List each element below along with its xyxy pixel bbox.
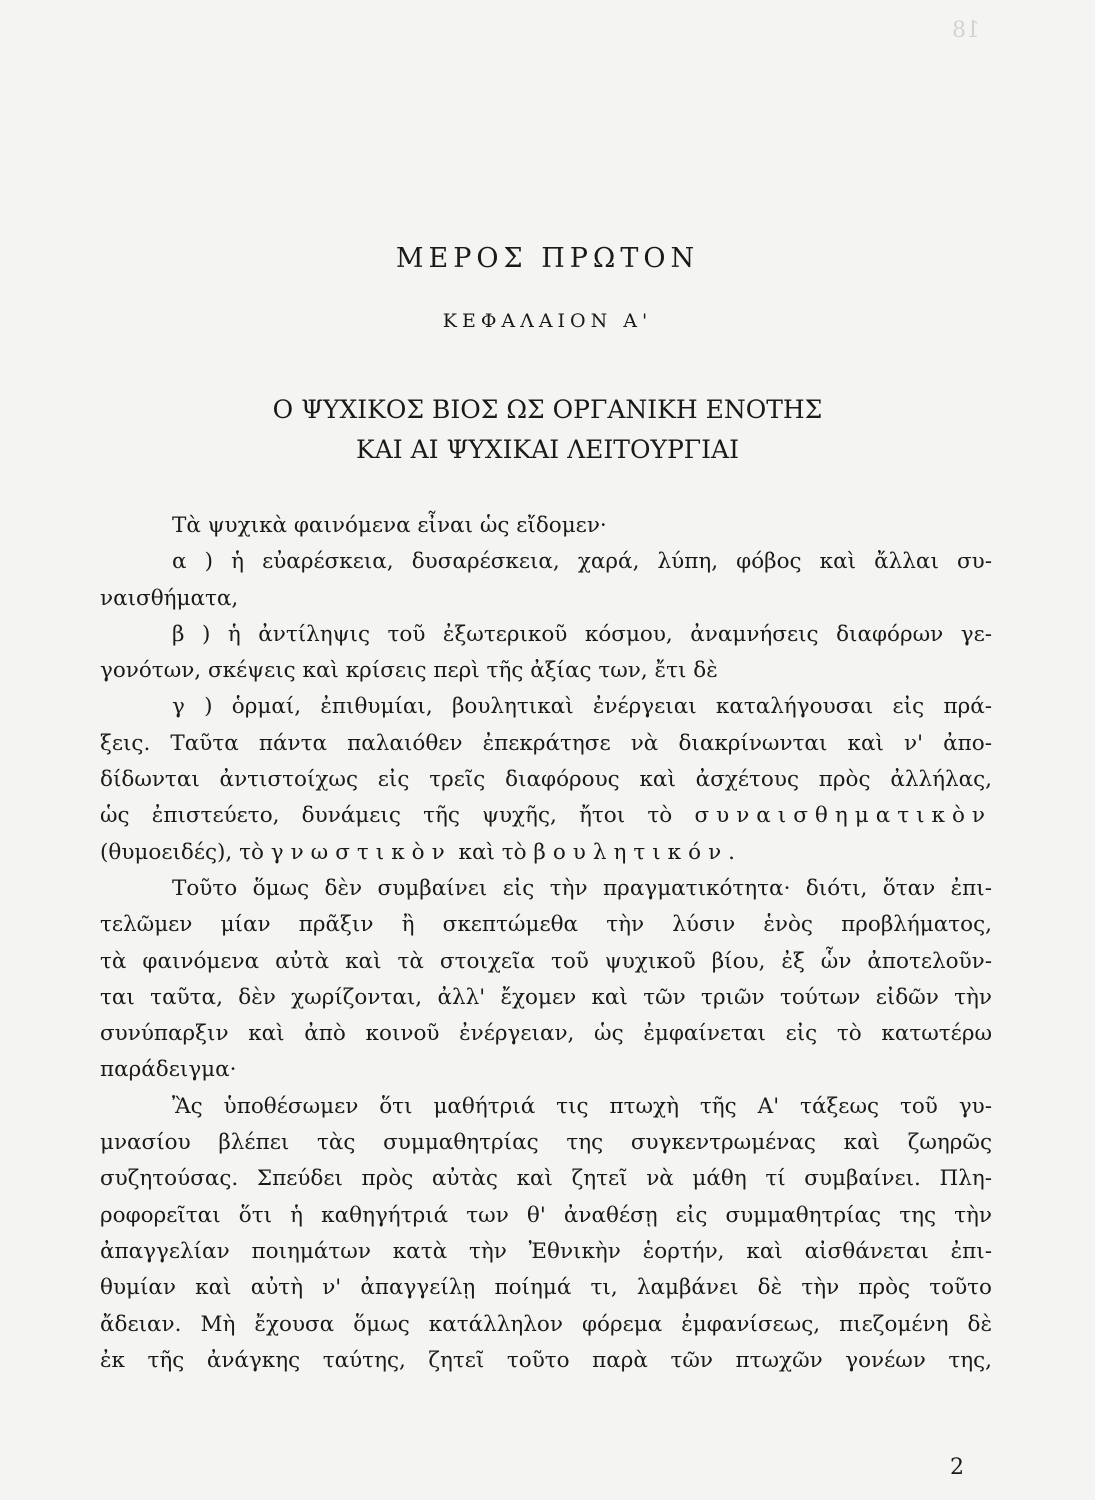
spaced-term: γνωστικὸν — [270, 839, 452, 865]
text-line: τελῶμεν μίαν πρᾶξιν ἢ σκεπτώμεθα τὴν λύσιν ἑνὸς προβλήματος, — [100, 912, 992, 938]
text-line: γονότων, σκέψεις καὶ κρίσεις περὶ τῆς ἀξίας των, ἔτι δὲ — [100, 658, 718, 684]
text-line: θυμίαν καὶ αὐτὴ ν' ἀπαγγείλῃ ποίημά τι, λαμβάνει δὲ τὴν πρὸς τοῦτο — [100, 1275, 992, 1301]
page-number: 2 — [950, 1455, 964, 1480]
text-line: τὰ φαινόμενα αὐτὰ καὶ τὰ στοιχεῖα τοῦ ψυχικοῦ βίου, ἐξ ὧν ἀποτελοῦν- — [100, 948, 992, 974]
text-line: δίδωνται ἀντιστοίχως εἰς τρεῖς διαφόρους καὶ ἀσχέτους πρὸς ἀλλήλας, — [100, 767, 992, 793]
text-run: ὡς ἐπιστεύετο, δυνάμεις τῆς ψυχῆς, ἤτοι τὸ — [100, 803, 673, 829]
text-run: καὶ τὸ — [458, 839, 527, 865]
text-line: ξεις. Ταῦτα πάντα παλαιόθεν ἐπεκράτησε νὰ διακρίνωνται καὶ ν' ἀπο- — [100, 730, 992, 756]
text-line: ἀπαγγελίαν ποιημάτων κατὰ τὴν Ἐθνικὴν ἑορτήν, καὶ αἰσθάνεται ἐπι- — [100, 1238, 992, 1264]
text-line: β ) ἡ ἀντίληψις τοῦ ἐξωτερικοῦ κόσμου, ἀναμνήσεις διαφόρων γε- — [172, 621, 992, 647]
text-line: Τοῦτο ὅμως δὲν συμβαίνει εἰς τὴν πραγματικότητα· διότι, ὅταν ἐπι- — [172, 875, 992, 901]
heading-line-2: ΚΑΙ ΑΙ ΨΥΧΙΚΑΙ ΛΕΙΤΟΥΡΓΙΑΙ — [356, 435, 739, 464]
text-line: παράδειγμα· — [100, 1057, 237, 1083]
text-line: συζητούσας. Σπεύδει πρὸς αὐτὰς καὶ ζητεῖ νὰ μάθη τί συμβαίνει. Πλη- — [100, 1166, 992, 1192]
text-line: ἄδειαν. Μὴ ἔχουσα ὅμως κατάλληλον φόρεμα ἐμφανίσεως, πιεζομένη δὲ — [100, 1311, 992, 1337]
text-line: ναισθήματα, — [100, 585, 239, 611]
text-line: Ἂς ὑποθέσωμεν ὅτι μαθήτριά τις πτωχὴ τῆς Α' τάξεως τοῦ γυ- — [172, 1093, 992, 1119]
text-line: Τὰ ψυχικὰ φαινόμενα εἶναι ὡς εἴδομεν· — [172, 513, 607, 538]
text-line: συνύπαρξιν καὶ ἀπὸ κοινοῦ ἐνέργειαν, ὡς ἐμφαίνεται εἰς τὸ κατωτέρω — [100, 1021, 992, 1047]
spaced-term: βουλητικόν. — [533, 839, 742, 865]
text-line: ἐκ τῆς ἀνάγκης ταύτης, ζητεῖ τοῦτο παρὰ τῶν πτωχῶν γονέων της, — [100, 1347, 992, 1373]
text-line: ται ταῦτα, δὲν χωρίζονται, ἀλλ' ἔχομεν καὶ τῶν τριῶν τούτων εἰδῶν τὴν — [100, 984, 992, 1010]
body-text — [100, 508, 992, 1379]
text-line — [100, 835, 992, 871]
show-through-page-number: 18 — [952, 18, 980, 43]
heading-line-1: Ο ΨΥΧΙΚΟΣ ΒΙΟΣ ΩΣ ΟΡΓΑΝΙΚΗ ΕΝΟΤΗΣ — [272, 395, 823, 424]
part-title: ΜΕΡΟΣ ΠΡΩΤΟΝ — [395, 243, 700, 275]
text-run: (θυμοειδές), τὸ — [100, 839, 264, 865]
section-heading — [0, 390, 1095, 470]
text-line: μνασίου βλέπει τὰς συμμαθητρίας της συγκεντρωμένας καὶ ζωηρῶς — [100, 1130, 992, 1156]
text-line: ροφορεῖται ὅτι ἡ καθηγήτριά των θ' ἀναθέσῃ εἰς συμμαθητρίας της τὴν — [100, 1202, 992, 1228]
chapter-title: ΚΕΦΑΛΑΙΟΝ Α' — [442, 310, 653, 332]
text-line — [100, 798, 992, 834]
spaced-term: συναισθηματικὸν — [694, 803, 992, 829]
text-line: α ) ἡ εὐαρέσκεια, δυσαρέσκεια, χαρά, λύπη, φόβος καὶ ἄλλαι συ- — [172, 549, 992, 575]
text-line: γ ) ὁρμαί, ἐπιθυμίαι, βουλητικαὶ ἐνέργειαι καταλήγουσαι εἰς πρά- — [172, 694, 992, 720]
